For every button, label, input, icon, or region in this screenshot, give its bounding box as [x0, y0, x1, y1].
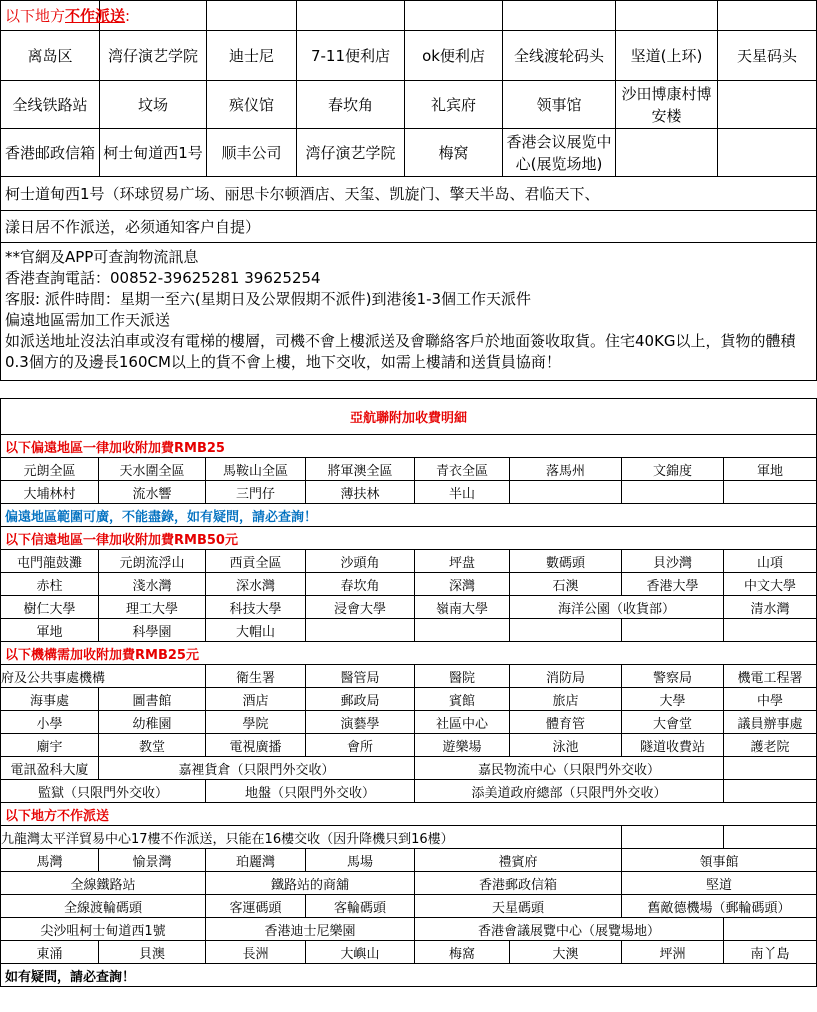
place-cell [622, 826, 724, 849]
area-cell: 沙頭角 [306, 550, 415, 573]
area-cell: 將軍澳全區 [306, 458, 415, 481]
place-cell: 湾仔演艺学院 [297, 129, 405, 177]
place-cell: 梅窝 [405, 129, 503, 177]
area-cell: 流水響 [99, 481, 206, 504]
place-cell: 湾仔演艺学院 [100, 31, 207, 81]
place-cell: 殡仪馆 [207, 81, 297, 129]
place-cell: 柯士甸道西1号 [100, 129, 207, 177]
org-cell: 隧道收費站 [622, 734, 724, 757]
place-cell [718, 81, 817, 129]
place-cell: 愉景灣 [99, 849, 206, 872]
area-cell: 中文大學 [724, 573, 817, 596]
area-cell: 嶺南大學 [415, 596, 510, 619]
org-cell: 添美道政府總部（只限門外交收） [415, 780, 724, 803]
area-cell: 山項 [724, 550, 817, 573]
org-cell: 醫院 [415, 665, 510, 688]
place-cell [724, 826, 817, 849]
org-cell: 地盤（只限門外交收） [206, 780, 415, 803]
area-cell [622, 619, 724, 642]
area-cell: 大埔林村 [1, 481, 99, 504]
org-cell: 中學 [724, 688, 817, 711]
area-cell: 薄扶林 [306, 481, 415, 504]
place-cell: 香港會議展覽中心（展覽場地） [415, 918, 724, 941]
place-cell [616, 129, 718, 177]
area-cell: 清水灣 [724, 596, 817, 619]
surcharge-main-title: 亞航聯附加收費明細 [1, 399, 817, 435]
org-cell: 電訊盈科大廈 [1, 757, 99, 780]
org-cell: 大會堂 [622, 711, 724, 734]
blank-cell [718, 1, 817, 31]
place-cell: 全线铁路站 [1, 81, 100, 129]
place-cell: 香港郵政信箱 [415, 872, 622, 895]
area-cell: 深灣 [415, 573, 510, 596]
org-cell: 府及公共事處機構 [1, 665, 206, 688]
place-cell: 天星码头 [718, 31, 817, 81]
area-cell: 天水圍全區 [99, 458, 206, 481]
org-cell: 嘉裡貨倉（只限門外交收） [99, 757, 415, 780]
place-cell: 馬灣 [1, 849, 99, 872]
org-cell: 衛生署 [206, 665, 306, 688]
place-cell: 迪士尼 [207, 31, 297, 81]
area-cell: 坪盘 [415, 550, 510, 573]
blank-cell [297, 1, 405, 31]
area-cell: 軍地 [724, 458, 817, 481]
place-cell: 全線渡輪碼頭 [1, 895, 206, 918]
org-cell [724, 780, 817, 803]
place-cell: 大嶼山 [306, 941, 415, 964]
org-cell: 賓館 [415, 688, 510, 711]
note-line: 客服: 派件時間：星期一至六(星期日及公眾假期不派件)到港後1-3個工作天派件 [5, 290, 532, 308]
area-cell: 落馬州 [510, 458, 622, 481]
area-cell: 深水灣 [206, 573, 306, 596]
place-cell: 尖沙咀柯士甸道西1號 [1, 918, 206, 941]
place-cell: 堅道 [622, 872, 817, 895]
place-cell: 坪洲 [622, 941, 724, 964]
org-cell: 電視廣播 [206, 734, 306, 757]
surcharge-table [0, 398, 817, 987]
area-cell [724, 619, 817, 642]
area-cell: 屯門龍鼓灘 [1, 550, 99, 573]
area-cell [622, 481, 724, 504]
org-cell: 議員辦事處 [724, 711, 817, 734]
no-delivery-table [0, 0, 817, 381]
place-cell: 坚道(上环) [616, 31, 718, 81]
org-cell: 幼稚園 [99, 711, 206, 734]
place-cell: 天星碼頭 [415, 895, 622, 918]
place-cell: 沙田博康村博安楼 [616, 81, 718, 129]
area-cell: 科學園 [99, 619, 206, 642]
place-cell: 香港会议展览中心(展览场地) [503, 129, 616, 177]
org-cell: 酒店 [206, 688, 306, 711]
area-cell: 文錦度 [622, 458, 724, 481]
place-cell: 梅窩 [415, 941, 510, 964]
place-cell: 坟场 [100, 81, 207, 129]
area-cell: 淺水灣 [99, 573, 206, 596]
place-cell: 大澳 [510, 941, 622, 964]
place-cell: 貝澳 [99, 941, 206, 964]
org-cell: 旅店 [510, 688, 622, 711]
area-cell: 西貢全區 [206, 550, 306, 573]
place-cell: 春坎角 [297, 81, 405, 129]
area-cell: 香港大學 [622, 573, 724, 596]
area-cell: 春坎角 [306, 573, 415, 596]
org-cell: 廟宇 [1, 734, 99, 757]
place-cell: 香港迪士尼樂園 [206, 918, 415, 941]
place-cell: 全线渡轮码头 [503, 31, 616, 81]
area-cell: 浸會大學 [306, 596, 415, 619]
org-cell: 教堂 [99, 734, 206, 757]
section-title: 以下偏遠地區一律加收附加費RMB25 [1, 435, 817, 458]
place-cell: 長洲 [206, 941, 306, 964]
org-cell: 大學 [622, 688, 724, 711]
blank-cell [207, 1, 297, 31]
place-cell: 全線鐵路站 [1, 872, 206, 895]
org-cell: 監獄（只限門外交收） [1, 780, 206, 803]
place-cell [718, 129, 817, 177]
section-title: 以下信遠地區一律加收附加費RMB50元 [1, 527, 817, 550]
place-cell: 禮賓府 [415, 849, 622, 872]
place-cell: 离岛区 [1, 31, 100, 81]
area-cell: 元朗全區 [1, 458, 99, 481]
place-cell: 鐵路站的商舖 [206, 872, 415, 895]
org-cell [724, 757, 817, 780]
org-cell: 郵政局 [306, 688, 415, 711]
place-cell: 領事館 [622, 849, 817, 872]
place-cell: 礼宾府 [405, 81, 503, 129]
section-title: 以下機構需加收附加費RMB25元 [1, 642, 817, 665]
blank-cell [616, 1, 718, 31]
no-delivery-title: 以下地方不作派送: [1, 1, 100, 31]
area-cell [415, 619, 510, 642]
place-cell: 7-11便利店 [297, 31, 405, 81]
place-cell: 東涌 [1, 941, 99, 964]
place-cell: 珀麗灣 [206, 849, 306, 872]
org-cell: 體育管 [510, 711, 622, 734]
place-cell: 南丫島 [724, 941, 817, 964]
place-cell: 客輪碼頭 [306, 895, 415, 918]
note-line: 香港查詢電話：00852-39625281 39625254 [5, 269, 321, 287]
area-cell: 石澳 [510, 573, 622, 596]
area-cell: 貝沙灣 [622, 550, 724, 573]
org-cell: 機電工程署 [724, 665, 817, 688]
note-line: 偏遠地區需加工作天派送 [5, 311, 171, 329]
place-cell: 舊敵德機場（郵輪碼頭） [622, 895, 817, 918]
org-cell: 嘉民物流中心（只限門外交收） [415, 757, 724, 780]
area-cell: 大帽山 [206, 619, 306, 642]
place-cell [724, 918, 817, 941]
org-cell: 護老院 [724, 734, 817, 757]
area-cell [724, 481, 817, 504]
address-note-line: 柯士道甸西1号（环球贸易广场、丽思卡尔顿酒店、天玺、凯旋门、擎天半岛、君临天下、 [1, 177, 817, 211]
area-cell: 元朗流浮山 [99, 550, 206, 573]
place-cell: 领事馆 [503, 81, 616, 129]
org-cell: 小學 [1, 711, 99, 734]
area-cell [306, 619, 415, 642]
area-cell: 半山 [415, 481, 510, 504]
org-cell: 警察局 [622, 665, 724, 688]
place-cell: 顺丰公司 [207, 129, 297, 177]
org-cell: 演藝學 [306, 711, 415, 734]
area-cell: 軍地 [1, 619, 99, 642]
area-cell: 三門仔 [206, 481, 306, 504]
section-title: 以下地方不作派送 [1, 803, 817, 826]
area-cell: 科技大學 [206, 596, 306, 619]
org-cell: 圖書館 [99, 688, 206, 711]
blank-cell [405, 1, 503, 31]
area-cell [510, 619, 622, 642]
org-cell: 會所 [306, 734, 415, 757]
note-line: 如派送地址沒法泊車或沒有電梯的樓層，司機不會上樓派送及會聯絡客戶於地面簽收取貨。住宅40KG以上，貨物的體積0.3個方的及邊長160CM以上的貨不會上樓，地下交收，如需上樓請和送貨員協商！ [5, 332, 796, 371]
place-cell: 香港邮政信箱 [1, 129, 100, 177]
blank-cell [503, 1, 616, 31]
place-cell: 客運碼頭 [206, 895, 306, 918]
remote-area-note: 偏遠地區範圍可廣，不能盡錄，如有疑問，請必查詢！ [1, 504, 817, 527]
place-cell: 馬場 [306, 849, 415, 872]
area-cell: 赤柱 [1, 573, 99, 596]
area-cell: 樹仁大學 [1, 596, 99, 619]
area-cell: 馬鞍山全區 [206, 458, 306, 481]
org-cell: 醫管局 [306, 665, 415, 688]
note-line: **官網及APP可查詢物流訊息 [5, 248, 199, 266]
area-cell: 理工大學 [99, 596, 206, 619]
area-cell [510, 481, 622, 504]
org-cell: 海事處 [1, 688, 99, 711]
org-cell: 學院 [206, 711, 306, 734]
place-cell: 九龍灣太平洋貿易中心17樓不作派送，只能在16樓交收（因升降機只到16樓） [1, 826, 622, 849]
org-cell: 泳池 [510, 734, 622, 757]
address-note-line: 漾日居不作派送，必须通知客户自提） [1, 211, 817, 243]
area-cell: 數碼頭 [510, 550, 622, 573]
org-cell: 社區中心 [415, 711, 510, 734]
area-cell: 青衣全區 [415, 458, 510, 481]
area-cell: 海洋公園（收貨部） [510, 596, 724, 619]
org-cell: 遊樂場 [415, 734, 510, 757]
org-cell: 消防局 [510, 665, 622, 688]
footer-note: 如有疑問，請必查詢！ [1, 964, 817, 987]
place-cell: ok便利店 [405, 31, 503, 81]
service-notes [1, 243, 817, 381]
